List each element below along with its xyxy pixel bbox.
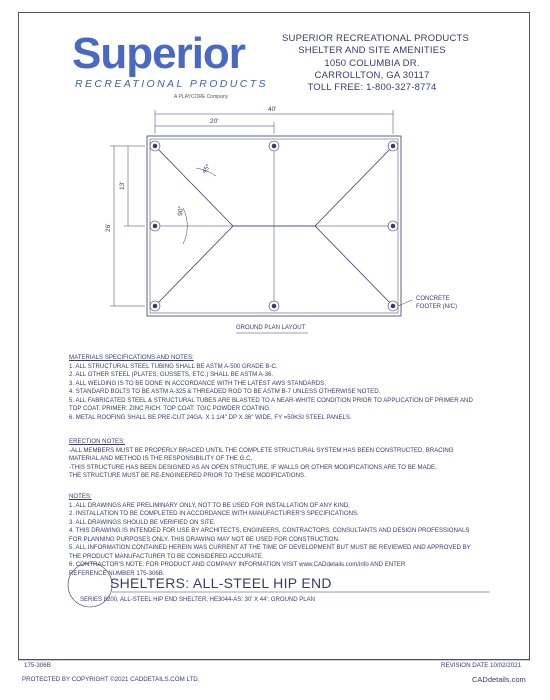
copyright-notice: PROTECTED BY COPYRIGHT ©2021 CADDETAILS.COM LTD.	[22, 676, 200, 683]
note-line: -THIS STRUCTURE HAS BEEN DESIGNED AS AN OPEN STRUCTURE. IF WALLS OR OTHER MODIFICATIONS ARE TO BE MADE,	[69, 463, 437, 471]
dim-label-half-width: 20'	[210, 118, 219, 125]
note-line: 6. METAL ROOFING SHALL BE PRE-CUT 24GA. X 1 1/4" DP X 36" WIDE, FY =50KSI STEEL PANELS.	[69, 413, 352, 421]
revision-date: REVISION DATE 10/02/2021	[441, 662, 522, 669]
materials-notes	[69, 354, 473, 422]
footer-label-line-2: FOOTER (N/C)	[416, 304, 457, 310]
note-line: 1. ALL DRAWINGS ARE PRELIMINARY ONLY, NOT TO BE USED FOR INSTALLATION OF ANY KIND.	[69, 501, 350, 509]
dim-label-overall-width: 40'	[268, 106, 277, 113]
dim-label-overall-depth: 26'	[105, 223, 112, 232]
address-line: 1050 COLUMBIA DR.	[324, 57, 420, 69]
note-line: 3. ALL WELDING IS TO BE DONE IN ACCORDANCE WITH THE LATEST AWS STANDARDS.	[69, 379, 326, 387]
drawing-subtitle: SERIES 8200, ALL-STEEL HIP END SHELTER, HE3044-AS: 30' X 44': GROUND PLAN	[80, 597, 315, 603]
note-line: 2. INSTALLATION TO BE COMPLETED IN ACCORDANCE WITH MANUFACTURER'S SPECIFICATIONS.	[69, 510, 359, 518]
concrete-footer-icon	[150, 141, 160, 151]
address-line: TOLL FREE: 1-800-327-8774	[307, 82, 437, 94]
materials-heading: MATERIALS SPECIFICATIONS AND NOTES:	[69, 354, 194, 361]
concrete-footer-icon	[388, 301, 398, 311]
hip-line	[315, 226, 393, 306]
erection-notes	[69, 438, 454, 481]
note-line: THE STRUCTURE MUST BE RE-ENGINEERED PRIOR TO THESE MODIFICATIONS.	[69, 472, 306, 480]
note-line: 5. ALL FABRICATED STEEL & STRUCTURAL TUBES ARE BLASTED TO A NEAR-WHITE CONDITION PRIOR TO APPLICATION OF PRIMER AND	[69, 396, 473, 404]
logo-tagline: A PLAYCORE Company	[174, 94, 229, 100]
site-link[interactable]: CADdetails.com	[472, 675, 526, 684]
concrete-footer-icon	[150, 301, 160, 311]
angle-label-mid: 90°	[177, 205, 185, 217]
note-line: 4. THIS DRAWING IS INTENDED FOR USE BY ARCHITECTS, ENGINEERS, CONTRACTORS, CONSULTANTS AND DESIGN PROFESSIONALS	[69, 527, 470, 535]
note-line: MATERIAL AND METHOD IS THE RESPONSIBILITY OF THE G.C.	[69, 455, 253, 463]
address-line: CARROLLTON, GA 30117	[314, 69, 430, 81]
note-line: REFERENCE NUMBER 175-306B.	[69, 569, 165, 577]
note-line: 5. ALL INFORMATION CONTAINED HEREIN WAS CURRENT AT THE TIME OF DEVELOPMENT BUT MUST BE REVIEWED AND APPROVED BY	[69, 544, 471, 552]
address-line: SHELTER AND SITE AMENITIES	[298, 45, 446, 57]
drawing-reference-number: 175-306B	[24, 662, 51, 669]
plan-caption: GROUND PLAN LAYOUT	[236, 325, 306, 331]
note-line: 3. ALL DRAWINGS SHOULD BE VERIFIED ON SITE.	[69, 518, 216, 526]
note-line: 6. CONTRACTOR'S NOTE: FOR PRODUCT AND COMPANY INFORMATION VISIT www.CADdetails.com/info AND ENTER	[69, 561, 406, 569]
concrete-footer-icon	[269, 301, 279, 311]
concrete-footer-icon	[269, 141, 279, 151]
logo-subtitle: RECREATIONAL PRODUCTS	[75, 78, 268, 90]
note-line: 2. ALL OTHER STEEL (PLATES, GUSSETS, ETC.) SHALL BE ASTM A-36.	[69, 371, 274, 379]
concrete-footer-icon	[388, 141, 398, 151]
note-line: -ALL MEMBERS MUST BE PROPERLY BRACED UNTIL THE COMPLETE STRUCTURAL SYSTEM HAS BEEN CONSTRUCTED. BRACING	[69, 446, 454, 454]
hip-line	[155, 146, 233, 226]
address-line: SUPERIOR RECREATIONAL PRODUCTS	[282, 33, 470, 44]
note-line: 4. STANDARD BOLTS TO BE ASTM A-325 & THREADED ROD TO BE ASTM B-7 UNLESS OTHERWISE NOTED.	[69, 388, 381, 396]
erection-heading: ERECTION NOTES:	[69, 438, 125, 445]
note-line: 1. ALL STRUCTURAL STEEL TUBING SHALL BE ASTM A-500 GRADE B-C.	[69, 362, 278, 370]
logo-wordmark: Superior	[72, 29, 245, 78]
hip-line	[315, 146, 393, 226]
footer-leader-line	[398, 300, 412, 306]
concrete-footer-icon	[388, 221, 398, 231]
notes-heading: NOTES:	[69, 493, 92, 500]
hip-line	[155, 226, 233, 306]
drawing-title: SHELTERS: ALL-STEEL HIP END	[110, 575, 332, 591]
note-line: THE PRODUCT MANUFACTURER TO BE CONSIDERED ACCURATE.	[69, 552, 264, 560]
dim-label-half-depth: 13'	[119, 181, 126, 190]
general-notes	[69, 493, 471, 578]
footer-label-line-1: CONCRETE	[416, 296, 450, 302]
note-line: FOR PLANNING PURPOSES ONLY. THIS DRAWING MAY NOT BE USED FOR CONSTRUCTION.	[69, 535, 340, 543]
note-line: TOP COAT. PRIMER: ZINC RICH. TOP COAT: TGIC POWDER COATING.	[69, 405, 271, 413]
angle-label-top: 45°	[200, 163, 213, 176]
concrete-footer-icon	[150, 221, 160, 231]
